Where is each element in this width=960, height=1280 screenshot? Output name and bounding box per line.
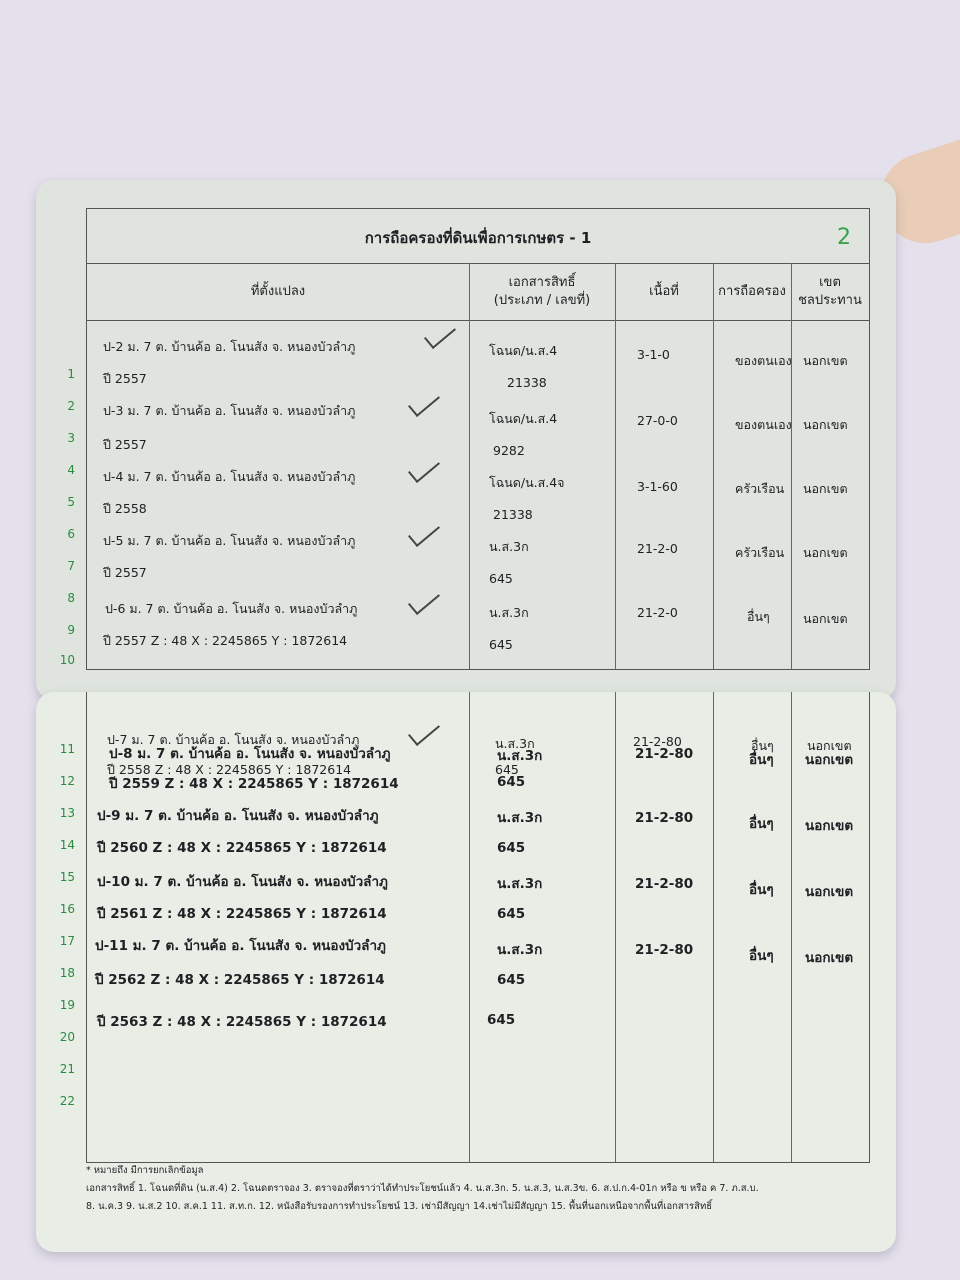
doc-number: 645	[497, 840, 526, 856]
checkmark-icon	[424, 319, 456, 349]
header-title-doc-sub: (ประเภท / เลขที่)	[493, 293, 591, 308]
line-number: 4	[67, 463, 75, 477]
divider	[615, 263, 616, 669]
irrigation-zone: นอกเขต	[805, 818, 854, 834]
line-number: 8	[67, 591, 75, 605]
top-page	[36, 180, 896, 700]
header-zone	[791, 264, 869, 320]
divider	[713, 692, 714, 1162]
irrigation-zone: นอกเขต	[805, 752, 854, 768]
tenure-type: อื่นๆ	[751, 738, 774, 753]
tenure-type: อื่นๆ	[749, 948, 774, 964]
line-number: 2	[67, 399, 75, 413]
doc-type: น.ส.3ก	[497, 748, 543, 764]
tenure-type: ของตนเอง	[735, 417, 792, 432]
doc-type: น.ส.3ก	[497, 810, 543, 826]
plot-location: ป-6 ม. 7 ต. บ้านค้อ อ. โนนสัง จ. หนองบัวลำภู	[105, 601, 358, 616]
checkmark-icon	[408, 517, 440, 547]
tenure-type: ครัวเรือน	[735, 545, 785, 560]
checkmark-icon	[408, 453, 440, 483]
divider	[791, 263, 792, 669]
doc-type: โฉนด/น.ส.4	[489, 411, 558, 426]
plot-area: 21-2-80	[635, 876, 694, 892]
line-number: 6	[67, 527, 75, 541]
plot-year: ปี 2558 Z : 48 X : 2245865 Y : 1872614	[107, 762, 352, 777]
plot-year: ปี 2557	[103, 565, 147, 580]
plot-year: ปี 2558	[103, 501, 147, 516]
irrigation-zone: นอกเขต	[803, 353, 848, 368]
footnote-line: * หมายถึง มีการยกเลิกข้อมูล	[86, 1165, 204, 1176]
footnote	[86, 1162, 866, 1216]
doc-type: น.ส.3ก	[495, 736, 535, 751]
tenure-type: อื่นๆ	[747, 609, 770, 624]
doc-type: น.ส.3ก	[489, 539, 529, 554]
plot-location: ป-4 ม. 7 ต. บ้านค้อ อ. โนนสัง จ. หนองบัวลำภู	[103, 469, 356, 484]
plot-location: ป-3 ม. 7 ต. บ้านค้อ อ. โนนสัง จ. หนองบัวลำภู	[103, 403, 356, 418]
tenure-type: อื่นๆ	[749, 816, 774, 832]
line-number: 5	[67, 495, 75, 509]
doc-type: น.ส.3ก	[497, 942, 543, 958]
plot-location: ป-7 ม. 7 ต. บ้านค้อ อ. โนนสัง จ. หนองบัวลำภู	[107, 732, 360, 747]
line-number: 10	[59, 653, 75, 667]
divider	[469, 692, 470, 1162]
doc-number: 21338	[493, 507, 533, 522]
doc-number: 645	[489, 571, 513, 586]
page-number: 2	[837, 225, 851, 250]
column-headers	[87, 264, 869, 321]
line-number: 18	[59, 966, 75, 980]
doc-type: โฉนด/น.ส.4	[489, 343, 558, 358]
plot-location: ป-10 ม. 7 ต. บ้านค้อ อ. โนนสัง จ. หนองบัวลำภู	[97, 874, 388, 890]
divider	[615, 692, 616, 1162]
header-tenure: การถือครอง	[718, 284, 786, 299]
line-number: 15	[59, 870, 75, 884]
header-location: ที่ตั้งแปลง	[250, 284, 306, 299]
plot-area: 27-0-0	[637, 413, 678, 428]
doc-number: 21338	[507, 375, 547, 390]
doc-number: 645	[497, 972, 526, 988]
footnote-line: เอกสารสิทธิ์ 1. โฉนดที่ดิน (น.ส.4) 2. โฉนดตราจอง 3. ตราจองที่ตราว่าได้ทำประโยชน์แล้ว 4. น.ส.3ก. 5. น.ส.3, น.ส.3ข. 6. ส.ป.ก.4-01ก หรือ ข หรือ ค 7. ภ.ส.บ.	[86, 1183, 759, 1194]
irrigation-zone: นอกเขต	[803, 481, 848, 496]
irrigation-zone: นอกเขต	[803, 417, 848, 432]
plot-area: 21-2-80	[635, 746, 694, 762]
line-number: 1	[67, 367, 75, 381]
header-area: เนื้อที่	[649, 284, 679, 299]
divider	[469, 263, 470, 669]
doc-number: 9282	[493, 443, 525, 458]
plot-area: 3-1-60	[637, 479, 678, 494]
line-number: 16	[59, 902, 75, 916]
plot-area: 21-2-80	[635, 810, 694, 826]
doc-type: น.ส.3ก	[497, 876, 543, 892]
plot-year: ปี 2557	[103, 437, 147, 452]
doc-type: น.ส.3ก	[489, 605, 529, 620]
doc-number: 645	[489, 637, 513, 652]
line-number: 11	[59, 742, 75, 756]
irrigation-zone: นอกเขต	[803, 611, 848, 626]
plot-year: ปี 2557 Z : 48 X : 2245865 Y : 1872614	[103, 633, 348, 648]
table-frame-bottom	[59, 692, 870, 1163]
irrigation-zone: นอกเขต	[805, 884, 854, 900]
doc-number: 645	[497, 906, 526, 922]
irrigation-zone: นอกเขต	[803, 545, 848, 560]
divider	[791, 692, 792, 1162]
line-number: 7	[67, 559, 75, 573]
line-number: 20	[59, 1030, 75, 1044]
irrigation-zone: นอกเขต	[807, 738, 852, 753]
doc-number: 645	[497, 774, 526, 790]
line-number: 13	[59, 806, 75, 820]
line-number: 14	[59, 838, 75, 852]
header-zone-label: เขต	[819, 275, 841, 290]
plot-area: 3-1-0	[637, 347, 670, 362]
table-frame-top	[59, 208, 870, 670]
plot-location: ป-5 ม. 7 ต. บ้านค้อ อ. โนนสัง จ. หนองบัวลำภู	[103, 533, 356, 548]
line-number: 3	[67, 431, 75, 445]
plot-location: ป-11 ม. 7 ต. บ้านค้อ อ. โนนสัง จ. หนองบัวลำภู	[95, 938, 386, 954]
page-title: การถือครองที่ดินเพื่อการเกษตร - 1	[364, 229, 592, 247]
checkmark-icon	[408, 716, 440, 746]
footnote-line: 8. น.ค.3 9. น.ส.2 10. ส.ค.1 11. ส.ท.ก. 12. หนังสือรับรองการทำประโยชน์ 13. เช่ามีสัญญา 14.เช่าไม่มีสัญญา 15. พื้นที่นอกเหนือจากพื้นที่เอกสารสิทธิ์	[86, 1201, 712, 1212]
header-title-doc-label: เอกสารสิทธิ์	[508, 275, 576, 290]
line-number: 19	[59, 998, 75, 1012]
divider	[713, 263, 714, 669]
plot-area: 21-2-80	[633, 734, 682, 749]
header-title-doc	[469, 264, 615, 320]
plot-location: ป-8 ม. 7 ต. บ้านค้อ อ. โนนสัง จ. หนองบัวลำภู	[109, 746, 391, 762]
plot-location: ป-2 ม. 7 ต. บ้านค้อ อ. โนนสัง จ. หนองบัวลำภู	[103, 339, 356, 354]
header-zone-sub: ชลประทาน	[798, 293, 862, 308]
doc-number: 645	[495, 762, 519, 777]
plot-area: 21-2-0	[637, 541, 678, 556]
line-number: 9	[67, 623, 75, 637]
checkmark-icon	[408, 585, 440, 615]
tenure-type: ของตนเอง	[735, 353, 792, 368]
irrigation-zone: นอกเขต	[805, 950, 854, 966]
line-number: 12	[59, 774, 75, 788]
doc-number: 645	[487, 1012, 516, 1028]
title-row	[87, 209, 869, 264]
plot-year: ปี 2560 Z : 48 X : 2245865 Y : 1872614	[97, 840, 387, 856]
farm-registration-booklet	[36, 180, 896, 1255]
plot-area: 21-2-0	[637, 605, 678, 620]
checkmark-icon	[408, 387, 440, 417]
line-number: 17	[59, 934, 75, 948]
plot-year: ปี 2561 Z : 48 X : 2245865 Y : 1872614	[97, 906, 387, 922]
plot-area: 21-2-80	[635, 942, 694, 958]
bottom-page	[36, 692, 896, 1252]
tenure-type: อื่นๆ	[749, 752, 774, 768]
plot-year: ปี 2563 Z : 48 X : 2245865 Y : 1872614	[97, 1014, 387, 1030]
tenure-type: ครัวเรือน	[735, 481, 785, 496]
plot-year: ปี 2562 Z : 48 X : 2245865 Y : 1872614	[95, 972, 385, 988]
line-number: 22	[59, 1094, 75, 1108]
plot-year: ปี 2557	[103, 371, 147, 386]
plot-location: ป-9 ม. 7 ต. บ้านค้อ อ. โนนสัง จ. หนองบัวลำภู	[97, 808, 379, 824]
tenure-type: อื่นๆ	[749, 882, 774, 898]
doc-type: โฉนด/น.ส.4จ	[489, 475, 565, 490]
line-number: 21	[59, 1062, 75, 1076]
plot-year: ปี 2559 Z : 48 X : 2245865 Y : 1872614	[109, 776, 399, 792]
